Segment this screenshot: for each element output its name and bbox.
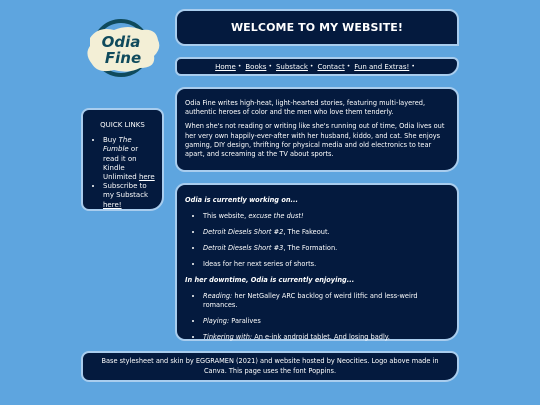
nav-separator: • (268, 63, 272, 70)
substack-subscribe-link[interactable]: here! (103, 200, 122, 209)
working-on-heading: Odia is currently working on... (185, 196, 299, 204)
item-text: An e-ink android tablet. And losing badly. (252, 333, 390, 341)
svg-text:Odia: Odia (101, 33, 141, 51)
quick-links-title: QUICK LINKS (100, 121, 145, 129)
list-item (203, 333, 449, 342)
page-title: WELCOME TO MY WEBSITE! (230, 21, 404, 34)
quick-link-item (103, 136, 156, 182)
list-item (203, 244, 449, 253)
quick-links-panel (81, 108, 164, 211)
nav-link-home[interactable]: Home (215, 62, 236, 71)
item-emphasis: Playing: (203, 317, 230, 325)
item-text: her NetGalley ARC backlog of weird litfic and less-weird romances. (203, 292, 418, 309)
nav-separator: • (309, 63, 314, 70)
working-on-list (185, 212, 449, 269)
nav-link-fun-and-extras[interactable]: Fun and Extras! (354, 62, 410, 71)
item-emphasis: Reading: (203, 292, 233, 300)
item-text: This website, (203, 212, 249, 220)
quick-link-text: Subscribe to my Substack (103, 182, 149, 200)
item-emphasis: Detroit Diesels Short #3 (203, 244, 284, 252)
downtime-list (185, 292, 449, 342)
downtime-heading: In her downtime, Odia is currently enjoying... (185, 276, 355, 284)
nav-separator: • (411, 63, 415, 70)
site-footer (81, 351, 459, 382)
item-text: Paralives (229, 317, 261, 325)
item-emphasis: Detroit Diesels Short #2 (203, 228, 284, 236)
nav-link-contact[interactable]: Contact (317, 62, 345, 71)
list-item (203, 228, 449, 237)
site-logo (84, 16, 162, 80)
current-activities-panel (175, 183, 459, 341)
item-emphasis: excuse the dust! (248, 212, 304, 220)
quick-link-text: or read it on Kindle Unlimited (103, 145, 139, 182)
item-text: Ideas for her next series of shorts. (203, 260, 317, 268)
nav-link-books[interactable]: Books (245, 62, 267, 71)
footer-credits: Base stylesheet and skin by EGGRAMEN (2021) and website hosted by Neocities. Logo above made in Canva. This page uses the font Poppins. (101, 357, 439, 375)
list-item (203, 212, 449, 221)
list-item (203, 292, 449, 310)
list-item (203, 317, 449, 326)
buy-book-link[interactable]: here (138, 173, 155, 182)
site-header (175, 9, 459, 46)
nav-separator: • (237, 63, 242, 70)
intro-paragraph: Odia Fine writes high-heat, light-hearted stories, featuring multi-layered, authentic heroes of color and the men who love them tenderly. (185, 99, 426, 117)
item-text: , The Formation. (283, 244, 338, 252)
bio-paragraph: When she's not reading or writing like she's running out of time, Odia lives out her very own happily-ever-after with her husband, kiddo, and cat. She enjoys gaming, DIY design, thrifting for physical media and old electronics to tear apart, and screaming at the TV about sports. (185, 122, 445, 159)
list-item (203, 260, 449, 269)
quick-link-item (103, 182, 156, 210)
intro-panel (175, 87, 459, 172)
nav-link-substack[interactable]: Substack (275, 62, 308, 71)
item-emphasis: Tinkering with: (203, 333, 253, 341)
book-title: The Fumble (103, 136, 132, 154)
quick-links-list (89, 136, 156, 210)
svg-text:Fine: Fine (104, 49, 142, 67)
quick-link-text: Buy (103, 136, 119, 145)
main-nav (175, 57, 459, 76)
item-text: , The Fakeout. (283, 228, 330, 236)
nav-separator: • (346, 63, 351, 70)
